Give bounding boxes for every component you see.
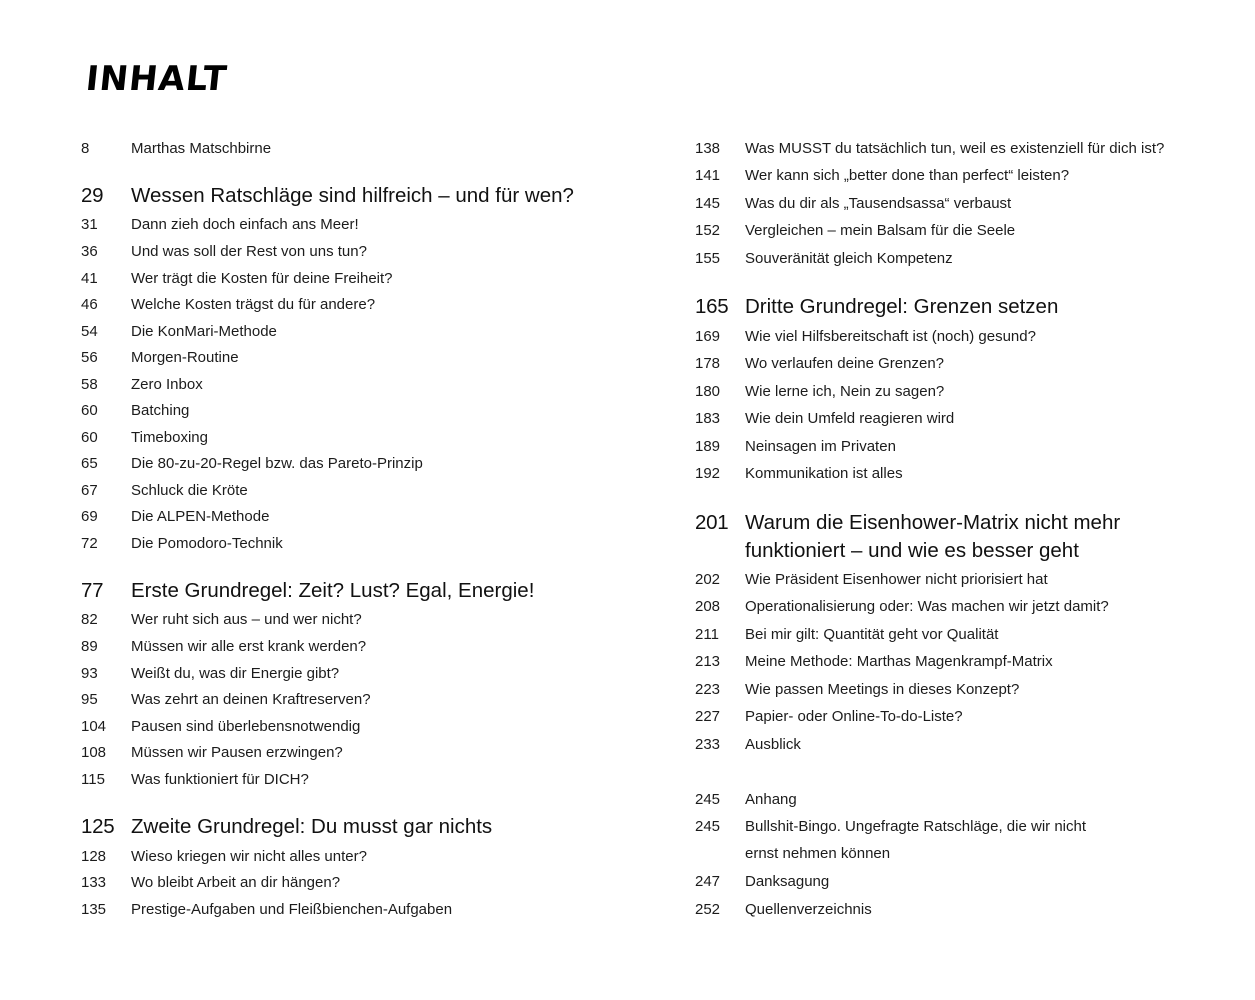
entry-title: Die Pomodoro-Technik — [131, 535, 283, 552]
page-number: 192 — [695, 465, 721, 482]
page-number: 60 — [81, 402, 98, 419]
toc-entry — [695, 648, 1235, 675]
toc-entry — [695, 162, 1235, 189]
page-number: 65 — [81, 455, 98, 472]
entry-title: Wieso kriegen wir nicht alles unter? — [131, 848, 367, 865]
page-number: 135 — [81, 901, 107, 918]
page-number: 82 — [81, 611, 98, 628]
toc-entry — [81, 530, 641, 557]
page-number: 155 — [695, 250, 721, 267]
page-title: INHALT — [83, 59, 230, 99]
entry-title: Was MUSST du tatsächlich tun, weil es existenziell für dich ist? — [745, 140, 1165, 157]
page-number: 145 — [695, 195, 721, 212]
toc-entry — [695, 323, 1235, 350]
toc-entry — [81, 424, 641, 451]
page-number: 60 — [81, 429, 98, 446]
entry-title: Wo verlaufen deine Grenzen? — [745, 355, 945, 372]
toc-entry — [81, 660, 641, 687]
toc-entry — [695, 217, 1235, 244]
entry-title: Papier- oder Online-To-do-Liste? — [745, 708, 963, 725]
page-number: 183 — [695, 410, 721, 427]
page-number: 58 — [81, 376, 98, 393]
page-number: 54 — [81, 323, 98, 340]
page-number: 208 — [695, 598, 721, 615]
page-number: 56 — [81, 349, 98, 366]
page-number: 245 — [695, 791, 721, 808]
toc-entry — [695, 350, 1235, 377]
entry-title: Wo bleibt Arbeit an dir hängen? — [131, 874, 341, 891]
chapter-title: Warum die Eisenhower-Matrix nicht mehr funktioniert – und wie es besser geht — [745, 511, 1121, 562]
page-number: 152 — [695, 222, 721, 239]
page-number: 247 — [695, 873, 721, 890]
entry-title: Was zehrt an deinen Kraftreserven? — [131, 691, 371, 708]
page-number: 95 — [81, 691, 98, 708]
entry-title: Was funktioniert für DICH? — [131, 771, 309, 788]
entry-title: Neinsagen im Privaten — [745, 438, 896, 455]
toc-entry — [81, 238, 641, 265]
toc-entry — [81, 211, 641, 238]
entry-title: Bullshit-Bingo. Ungefragte Ratschläge, die wir nicht ernst nehmen können — [745, 818, 1087, 862]
page-number: 125 — [81, 815, 115, 838]
entry-title: Operationalisierung oder: Was machen wir jetzt damit? — [745, 598, 1109, 615]
entry-title: Bei mir gilt: Quantität geht vor Qualität — [745, 626, 999, 643]
toc-entry — [695, 731, 1235, 758]
entry-title: Die KonMari-Methode — [131, 323, 277, 340]
entry-title: Wer ruht sich aus – und wer nicht? — [131, 611, 362, 628]
toc-entry — [81, 739, 641, 766]
page-number: 169 — [695, 328, 721, 345]
toc-chapter — [695, 509, 1235, 565]
toc-entry — [695, 786, 1235, 813]
page-number: 141 — [695, 167, 721, 184]
page-number: 31 — [81, 216, 98, 233]
page-number: 202 — [695, 571, 721, 588]
page-number: 115 — [81, 771, 105, 788]
page-number: 128 — [81, 848, 107, 865]
toc-entry — [695, 405, 1235, 432]
toc-entry — [81, 503, 641, 530]
page-number: 104 — [81, 718, 107, 735]
page-number: 201 — [695, 511, 729, 534]
toc-entry — [695, 703, 1235, 730]
toc-entry — [81, 713, 641, 740]
page-number: 189 — [695, 438, 721, 455]
page-number: 178 — [695, 355, 721, 372]
page-number: 223 — [695, 681, 721, 698]
entry-title: Weißt du, was dir Energie gibt? — [131, 665, 340, 682]
toc-entry — [695, 433, 1235, 460]
entry-title: Ausblick — [745, 736, 801, 753]
toc-entry — [81, 265, 641, 292]
toc-entry — [81, 869, 641, 896]
toc-entry — [695, 676, 1235, 703]
toc-entry — [81, 896, 641, 923]
toc-entry — [695, 566, 1235, 593]
entry-title: Wer trägt die Kosten für deine Freiheit? — [131, 270, 393, 287]
entry-title: Müssen wir alle erst krank werden? — [131, 638, 367, 655]
entry-title: Prestige-Aufgaben und Fleißbienchen-Aufgaben — [131, 901, 453, 918]
entry-title: Die 80-zu-20-Regel bzw. das Pareto-Prinzip — [131, 455, 423, 472]
page-number: 245 — [695, 818, 721, 835]
entry-title: Zero Inbox — [131, 376, 203, 393]
page-number: 93 — [81, 665, 98, 682]
entry-title: Wie lerne ich, Nein zu sagen? — [745, 383, 945, 400]
toc-entry — [81, 371, 641, 398]
page-number: 227 — [695, 708, 721, 725]
page-number: 180 — [695, 383, 721, 400]
page-number: 46 — [81, 296, 98, 313]
chapter-title: Zweite Grundregel: Du musst gar nichts — [131, 815, 493, 838]
page-number: 72 — [81, 535, 98, 552]
toc-entry — [81, 606, 641, 633]
entry-title: Müssen wir Pausen erzwingen? — [131, 744, 343, 761]
page-number: 211 — [695, 626, 719, 643]
toc-entry — [81, 766, 641, 793]
page-number: 213 — [695, 653, 721, 670]
toc-entry — [81, 135, 641, 162]
entry-title: Pausen sind überlebensnotwendig — [131, 718, 361, 735]
page-number: 108 — [81, 744, 107, 761]
page-number: 252 — [695, 901, 721, 918]
page-number: 77 — [81, 579, 104, 602]
page-number: 67 — [81, 482, 98, 499]
toc-entry — [695, 621, 1235, 648]
toc-entry — [81, 291, 641, 318]
toc-entry — [695, 135, 1235, 162]
page-number: 41 — [81, 270, 98, 287]
toc-entry — [81, 344, 641, 371]
chapter-title: Erste Grundregel: Zeit? Lust? Egal, Energie! — [131, 579, 535, 602]
toc-entry — [695, 190, 1235, 217]
toc-entry — [81, 477, 641, 504]
page-number: 89 — [81, 638, 98, 655]
page-number: 29 — [81, 184, 104, 207]
entry-title: Souveränität gleich Kompetenz — [745, 250, 953, 267]
entry-title: Timeboxing — [131, 429, 208, 446]
toc-entry — [81, 633, 641, 660]
entry-title: Anhang — [745, 791, 797, 808]
toc-chapter — [81, 813, 641, 841]
entry-title: Marthas Matschbirne — [131, 140, 272, 157]
entry-title: Welche Kosten trägst du für andere? — [131, 296, 376, 313]
toc-entry — [81, 318, 641, 345]
chapter-title: Wessen Ratschläge sind hilfreich – und für wen? — [131, 184, 574, 207]
page-number: 36 — [81, 243, 98, 260]
entry-title: Danksagung — [745, 873, 830, 890]
toc-entry — [695, 245, 1235, 272]
entry-title: Vergleichen – mein Balsam für die Seele — [745, 222, 1016, 239]
page-number: 8 — [81, 140, 90, 157]
page-number: 133 — [81, 874, 107, 891]
entry-title: Quellenverzeichnis — [745, 901, 872, 918]
entry-title: Batching — [131, 402, 190, 419]
toc-entry — [695, 593, 1235, 620]
entry-title: Wie viel Hilfsbereitschaft ist (noch) gesund? — [745, 328, 1036, 345]
toc-chapter — [81, 182, 641, 210]
toc-entry — [695, 460, 1235, 487]
entry-title: Wie Präsident Eisenhower nicht priorisiert hat — [745, 571, 1048, 588]
toc-entry — [695, 378, 1235, 405]
toc-entry — [81, 686, 641, 713]
toc-entry — [695, 868, 1235, 895]
toc-entry — [81, 450, 641, 477]
toc-entry — [695, 813, 1235, 867]
entry-title: Was du dir als „Tausendsassa“ verbaust — [745, 195, 1012, 212]
entry-title: Wie passen Meetings in dieses Konzept? — [745, 681, 1020, 698]
entry-title: Schluck die Kröte — [131, 482, 248, 499]
entry-title: Morgen-Routine — [131, 349, 239, 366]
toc-chapter — [81, 577, 641, 605]
page-number: 165 — [695, 295, 729, 318]
toc-entry — [81, 843, 641, 870]
toc-entry — [81, 397, 641, 424]
entry-title: Und was soll der Rest von uns tun? — [131, 243, 367, 260]
entry-title: Wie dein Umfeld reagieren wird — [745, 410, 955, 427]
entry-title: Die ALPEN-Methode — [131, 508, 270, 525]
entry-title: Wer kann sich „better done than perfect“ leisten? — [745, 167, 1070, 184]
chapter-title: Dritte Grundregel: Grenzen setzen — [745, 295, 1059, 318]
page-number: 69 — [81, 508, 98, 525]
entry-title: Meine Methode: Marthas Magenkrampf-Matrix — [745, 653, 1053, 670]
entry-title: Kommunikation ist alles — [745, 465, 903, 482]
page-number: 138 — [695, 140, 721, 157]
toc-entry — [695, 896, 1235, 923]
page-number: 233 — [695, 736, 721, 753]
entry-title: Dann zieh doch einfach ans Meer! — [131, 216, 359, 233]
toc-chapter — [695, 293, 1235, 321]
